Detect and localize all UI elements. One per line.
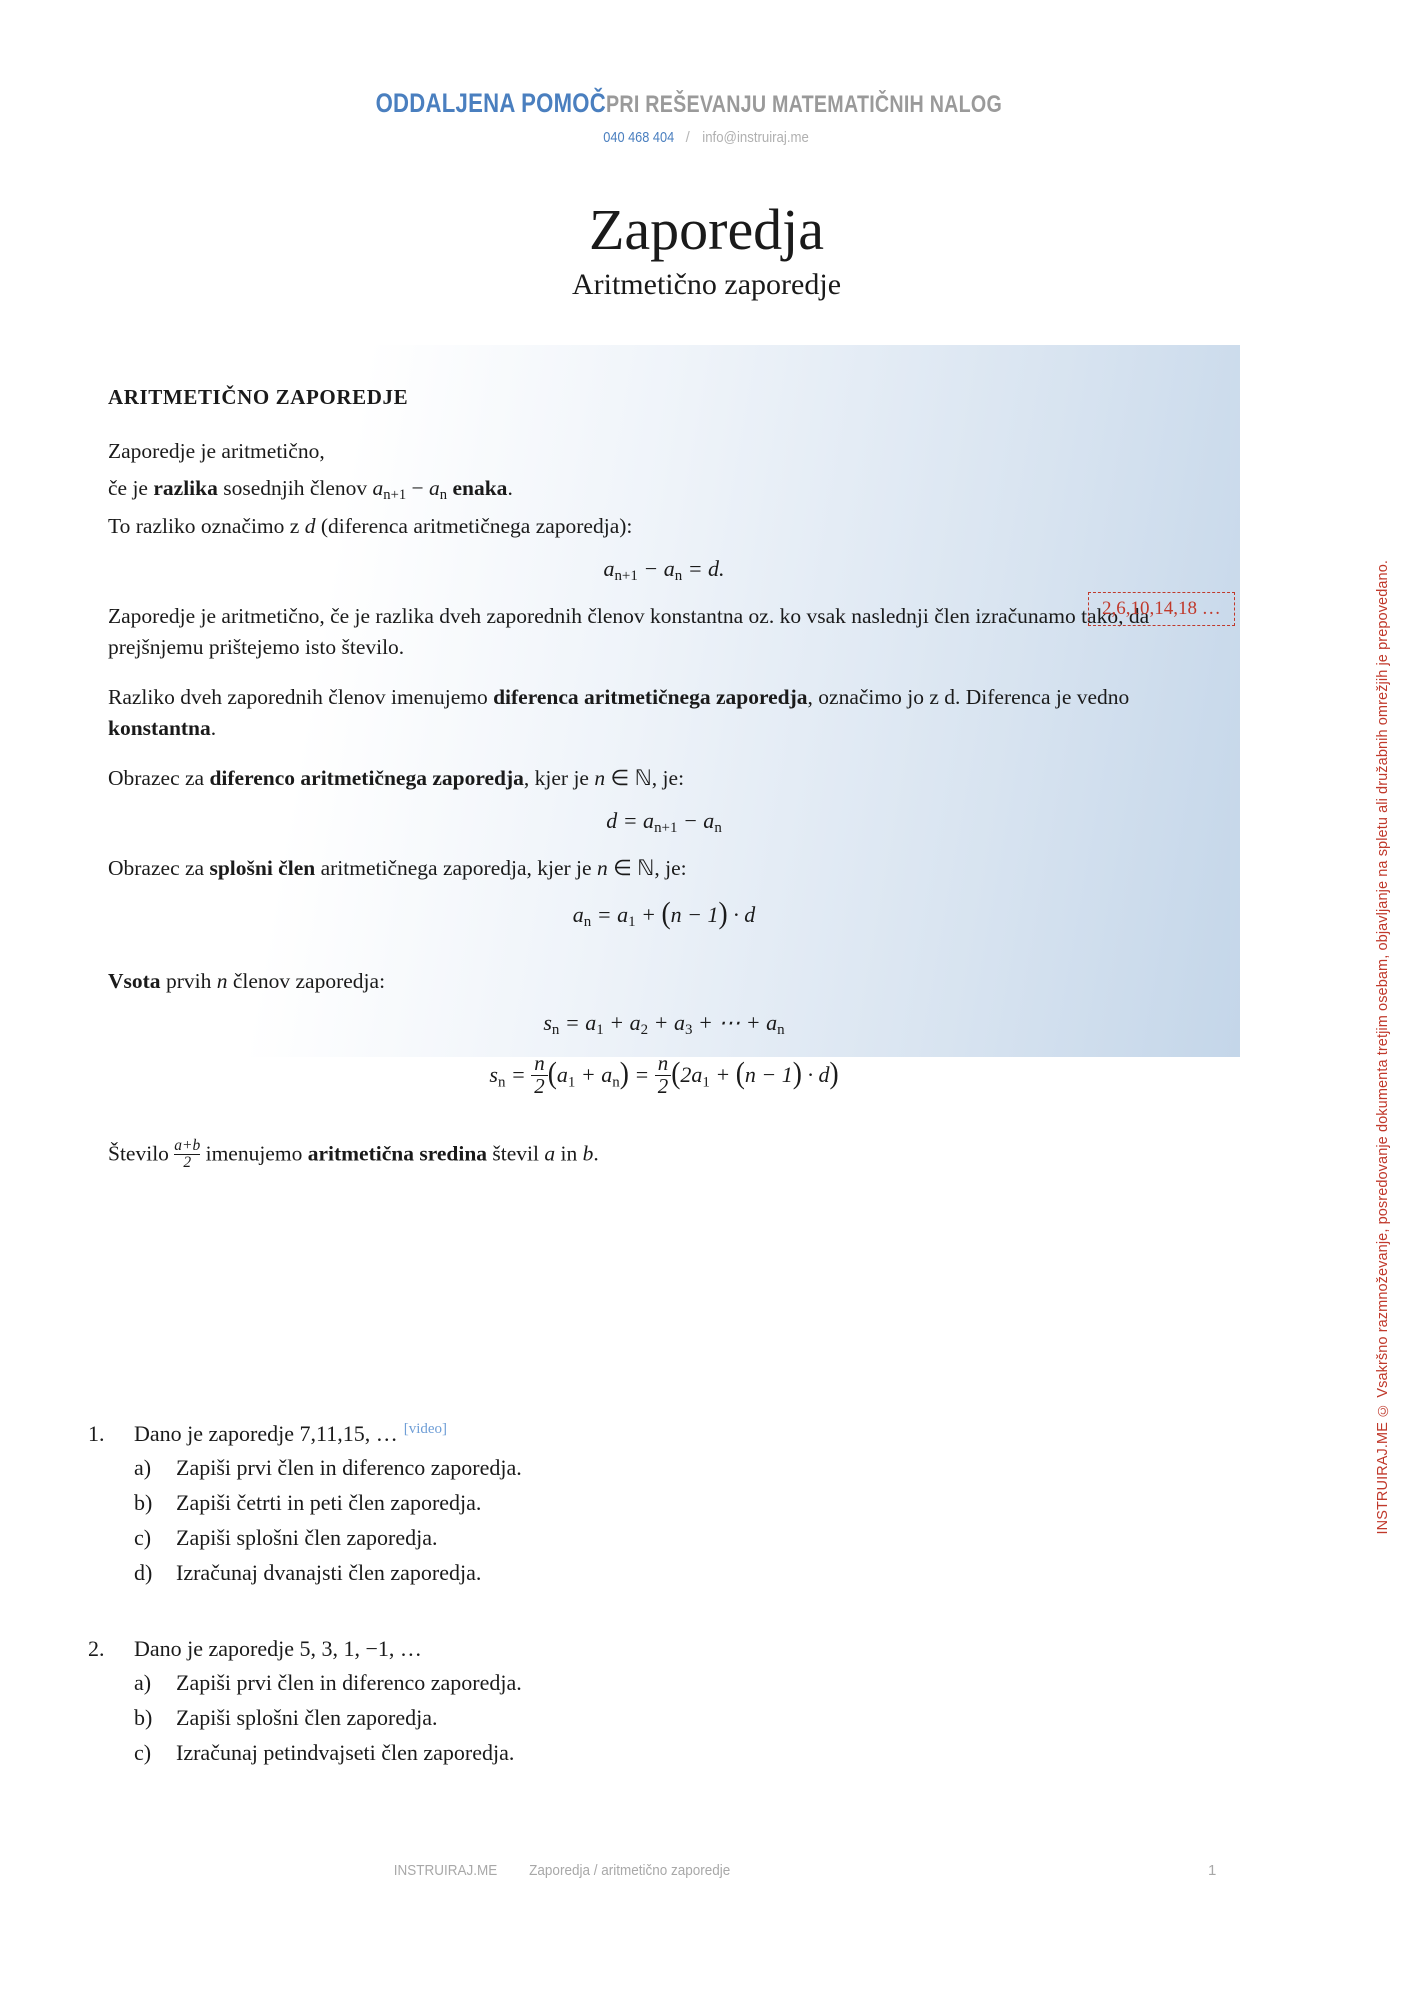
contact-separator: / — [685, 129, 690, 146]
theory-paragraph-1: Zaporedje je aritmetično, če je razlika dveh zaporednih členov konstantna oz. ko vsak naslednji člen izračunamo tako, da prejšnjemu prištejemo isto število. — [108, 604, 1150, 659]
subitem-text: Zapiši splošni člen zaporedja. — [176, 1704, 438, 1730]
theory-line-2-bold-enaka: enaka — [452, 475, 508, 500]
subitem-text: Izračunaj petindvajseti člen zaporedja. — [176, 1739, 515, 1765]
video-link[interactable]: [video] — [403, 1420, 448, 1437]
subitem-text: Zapiši prvi člen in diferenco zaporedja. — [176, 1670, 522, 1696]
theory-paragraph-2-part-c: , označimo jo z d. Diferenca je vedno — [807, 685, 1130, 710]
subitem-text: Zapiši četrti in peti člen zaporedja. — [176, 1490, 482, 1516]
variable-n: n — [594, 766, 606, 791]
theory-mean-bold: aritmetična sredina — [307, 1141, 488, 1166]
subitem-label: d) — [134, 1559, 153, 1585]
page-title: Zaporedja — [588, 197, 825, 262]
theory-line-2-part-e: . — [507, 475, 513, 500]
theory-obrazec-1-part-a: Obrazec za — [108, 766, 210, 791]
inline-formula-a-n: $a_n$ — [429, 475, 448, 503]
exercise-block — [88, 1418, 1238, 1589]
exercises-section — [88, 1418, 1238, 1799]
subitem-text: Zapiši splošni člen zaporedja. — [176, 1525, 438, 1551]
exercise-number: 1. — [88, 1421, 105, 1446]
subitem-label: b) — [134, 1704, 153, 1730]
theory-line-2-bold-razlika: razlika — [153, 475, 218, 500]
brand-name: ODDALJENA POMOČ — [375, 88, 606, 118]
example-sequence-box: 2,6,10,14,18 … — [1088, 592, 1235, 626]
subitem-text: Zapiši prvi člen in diferenco zaporedja. — [176, 1455, 522, 1481]
footer-breadcrumb: Zaporedja / aritmetično zaporedje — [529, 1862, 731, 1879]
variable-b: b — [582, 1141, 594, 1166]
subitem-label: c) — [134, 1525, 152, 1551]
contact-phone[interactable]: 040 468 404 — [603, 129, 675, 146]
theory-mean-part-b: imenujemo — [200, 1141, 308, 1166]
theory-arithmetic-mean: Število $\frac{a+b}{2}$ imenujemo aritmetična sredina števil a in b. — [108, 1137, 599, 1172]
theory-paragraph-2-part-e: . — [210, 715, 217, 740]
brand-tagline-text: PRI REŠEVANJU MATEMATIČNIH NALOG — [605, 91, 1002, 118]
variable-a: a — [544, 1141, 556, 1166]
exercise-prompt — [134, 1633, 1238, 1664]
theory-vsota-line: Vsota prvih n členov zaporedja: — [108, 968, 386, 993]
theory-line-3: To razliko označimo z d (diferenca aritmetičnega zaporedja): — [108, 514, 633, 539]
formula-difference-definition: $a_{n+1} - a_n = d$. — [603, 555, 725, 585]
page-subtitle: Aritmetično zaporedje — [571, 268, 842, 301]
inline-fraction-a-plus-b-over-2: $\frac{a+b}{2}$ — [174, 1137, 201, 1172]
theory-obrazec-1-bold: diferenco aritmetičnega zaporedja — [209, 766, 524, 791]
theory-line-2: če je razlika sosednjih členov $a_{n+1} - a_n$ enaka. — [108, 475, 513, 503]
exercise-prompt-row — [88, 1633, 1238, 1664]
exercise-prompt-text: Dano je zaporedje 7,11,15, … — [134, 1421, 398, 1446]
theory-obrazec-2-part-a: Obrazec za — [108, 855, 210, 880]
subitem-label: c) — [134, 1739, 152, 1765]
exercise-subitem — [88, 1667, 1238, 1699]
exercise-subitem — [88, 1452, 1238, 1484]
theory-line-1: Zaporedje je aritmetično, — [108, 439, 325, 463]
theory-mean-part-a: Število — [108, 1141, 175, 1166]
theory-paragraph-2-bold-konstantna: konstantna — [108, 715, 211, 740]
exercise-subitem — [88, 1522, 1238, 1554]
theory-obrazec-2-bold: splošni člen — [209, 855, 316, 880]
theory-obrazec-1: Obrazec za diferenco aritmetičnega zaporedja, kjer je n ∈ ℕ, je: — [108, 766, 685, 791]
theory-heading: ARITMETIČNO ZAPOREDJE — [108, 385, 409, 409]
exercise-subitem — [88, 1557, 1238, 1589]
footer-brand: INSTRUIRAJ.ME — [393, 1862, 498, 1879]
footer-page-number: 1 — [1208, 1862, 1217, 1879]
variable-d: d — [304, 514, 316, 539]
subitem-label: a) — [134, 1670, 152, 1696]
formula-d: $d = a_{n+1} - a_n$ — [606, 807, 722, 836]
exercise-subitem — [88, 1487, 1238, 1519]
theory-line-2-part-c: sosednjih členov — [217, 475, 373, 500]
brand-header — [0, 88, 1413, 146]
exercise-number: 2. — [88, 1635, 105, 1661]
contact-line — [0, 129, 1413, 146]
contact-email[interactable]: info@instruiraj.me — [702, 129, 809, 146]
theory-line-2-part-a: če je — [108, 475, 154, 500]
exercise-subitem — [88, 1702, 1238, 1734]
inline-formula-a-n-plus-1: $a_{n+1}$ — [372, 475, 407, 503]
subitem-label: a) — [134, 1455, 152, 1481]
variable-n-3: n — [216, 968, 228, 993]
variable-n-2: n — [596, 855, 608, 880]
theory-obrazec-2: Obrazec za splošni člen aritmetičnega zaporedja, kjer je n ∈ ℕ, je: — [108, 855, 687, 880]
copyright-vertical-text: INSTRUIRAJ.ME © Vsakršno razmnoževanje, posredovanje dokumenta tretjim osebam, objavljanje na spletu ali družabnih omrežjih je prepovedano. — [1375, 560, 1391, 1535]
theory-paragraph-2-part-a: Razliko dveh zaporednih členov imenujemo — [108, 685, 494, 710]
exercise-subitem — [88, 1737, 1238, 1769]
theory-panel — [88, 345, 1240, 1172]
brand-tagline — [0, 88, 1413, 119]
theory-vsota-bold: Vsota — [108, 968, 161, 993]
subitem-label: b) — [134, 1490, 153, 1516]
exercise-block — [88, 1633, 1238, 1769]
subitem-text: Izračunaj dvanajsti člen zaporedja. — [176, 1559, 482, 1585]
formula-sum-expanded: $s_n = a_1 + a_2 + a_3$ + ⋯ + $a_n$ — [543, 1010, 785, 1039]
formula-sum-closed: $s_n$ = $\frac{n}{2}$ $(a_1 + a_n)$ = $\frac{n}{2}$ $(2a_1 + (n - 1) \cdot d)$ — [489, 1051, 839, 1099]
exercise-prompt — [134, 1418, 1238, 1449]
theory-paragraph-2 — [108, 682, 1220, 743]
theory-paragraph-2-bold-diferenca: diferenca aritmetičnega zaporedja — [493, 685, 808, 710]
exercise-prompt-row — [88, 1418, 1238, 1449]
formula-general-term: $a_n = a_1 + (n - 1) \cdot d$ — [572, 895, 756, 931]
exercise-prompt-text: Dano je zaporedje 5, 3, 1, −1, … — [134, 1635, 422, 1661]
